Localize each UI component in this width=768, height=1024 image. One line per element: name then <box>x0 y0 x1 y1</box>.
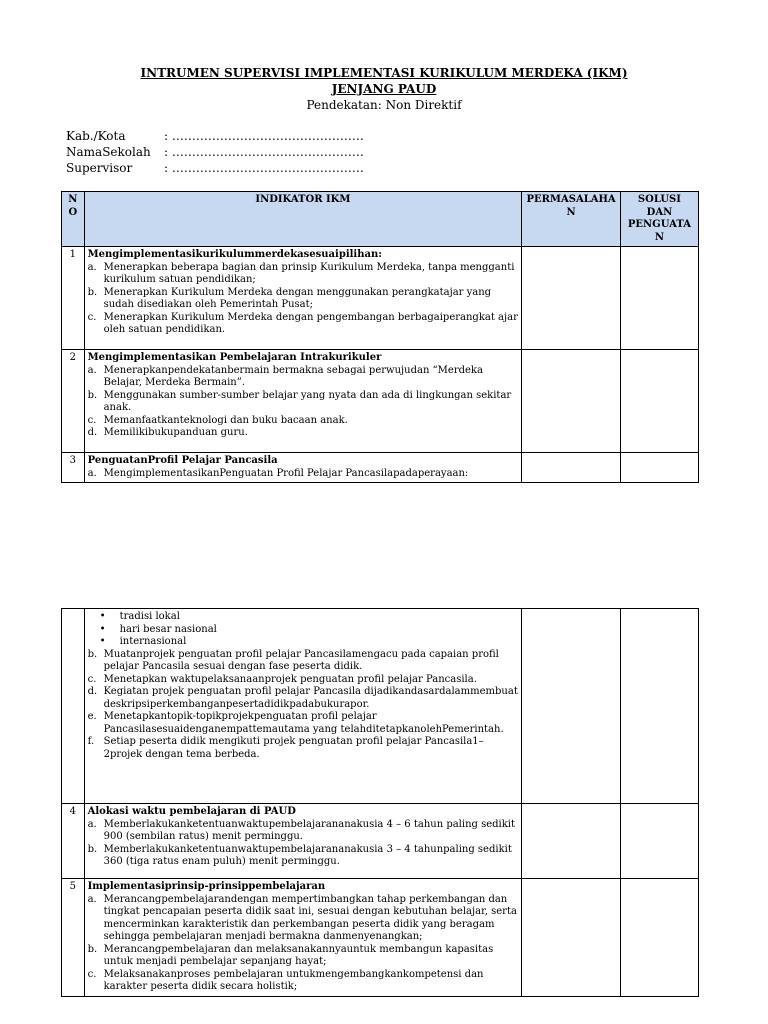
item-marker: d. <box>87 427 98 438</box>
indicator-heading: Implementasiprinsip-prinsippembelajaran <box>87 881 326 892</box>
item-marker: a. <box>87 364 97 376</box>
row-number: 3 <box>62 453 85 483</box>
table-header-row <box>62 192 699 247</box>
list-item <box>88 894 519 944</box>
indicator-list <box>88 468 519 481</box>
table-row <box>62 350 699 453</box>
list-item <box>88 674 519 687</box>
item-marker: b. <box>87 943 98 955</box>
row-number: 2 <box>62 350 85 453</box>
list-item <box>88 415 519 428</box>
list-item <box>88 365 519 390</box>
list-item <box>88 649 519 674</box>
indicator-list <box>88 894 519 994</box>
item-text: Merancangpembelajarandengan mempertimbangkan tahap perkembangan dan tingkat pencapaian peserta didik saat ini, sesuai dengan kebutuhan belajar, serta mencerminkan karakteristik dan perkembangan peserta didik yang beragam sehingga pembelajaran menjadi bermakna danmenyenangkan; <box>103 893 517 942</box>
supervision-table-part-2 <box>61 608 699 997</box>
approach-line: Pendekatan: Non Direktif <box>306 98 462 112</box>
item-text: MengimplementasikanPenguatan Profil Pelajar Pancasilapadaperayaan: <box>103 467 469 479</box>
bullet-item <box>100 624 519 637</box>
list-item <box>88 686 519 711</box>
item-text: Muatanprojek penguatan profil pelajar Pancasilamengacu pada capaian profil pelajar Pancasila sesuai dengan fase peserta didik. <box>103 648 499 672</box>
supervision-table-part-1 <box>61 191 699 483</box>
indicator-cell <box>84 609 522 804</box>
row-number: 4 <box>62 804 85 879</box>
bullet-item <box>100 636 519 649</box>
item-text: Setiap peserta didik mengikuti projek penguatan profil pelajar Pancasila1–2projek dengan tema berbeda. <box>103 736 484 760</box>
permasalahan-cell[interactable] <box>522 804 621 879</box>
item-marker: a. <box>87 818 97 830</box>
item-marker: f. <box>87 736 95 747</box>
permasalahan-cell[interactable] <box>522 879 621 997</box>
document-subtitle: JENJANG PAUD <box>331 82 437 96</box>
bullet-text: hari besar nasional <box>119 623 217 635</box>
item-text: Melaksanakanproses pembelajaran untukmengembangkankompetensi dan karakter peserta didik secara holistik; <box>103 968 484 992</box>
bullet-icon: • <box>99 636 106 647</box>
item-text: Memberlakukanketentuanwaktupembelajarananakusia 4 – 6 tahun paling sedikit 900 (sembilan ratus) menit perminggu. <box>103 818 516 842</box>
table-row <box>62 804 699 879</box>
bullet-icon: • <box>99 611 106 622</box>
meta-row-kota <box>66 128 364 144</box>
indicator-heading: Mengimplementasikurikulummerdekasesuaipilihan: <box>87 249 382 260</box>
item-marker: a. <box>87 261 97 273</box>
row-number: 5 <box>62 879 85 997</box>
list-item <box>88 969 519 994</box>
item-marker: c. <box>87 414 97 426</box>
permasalahan-cell[interactable] <box>522 247 621 350</box>
list-item <box>88 844 519 869</box>
header-indikator: INDIKATOR IKM <box>84 192 522 247</box>
item-text: Menerapkanpendekatanbermain bermakna sebagai perwujudan “Merdeka Belajar, Merdeka Bermain”. <box>103 364 483 388</box>
bullet-text: tradisi lokal <box>119 611 180 622</box>
meta-row-supervisor <box>66 160 364 176</box>
item-marker: e. <box>87 711 97 722</box>
meta-label: Supervisor <box>66 161 133 175</box>
meta-label: NamaSekolah <box>66 145 151 159</box>
table-row-continuation <box>62 609 699 804</box>
document-title: INTRUMEN SUPERVISI IMPLEMENTASI KURIKULUM MERDEKA (IKM) <box>140 66 628 80</box>
list-item <box>88 262 519 287</box>
solusi-cell[interactable] <box>620 350 698 453</box>
solusi-cell[interactable] <box>620 804 698 879</box>
list-item <box>88 819 519 844</box>
bullet-item <box>100 611 519 624</box>
table-row <box>62 879 699 997</box>
indicator-heading: Mengimplementasikan Pembelajaran Intrakurikuler <box>87 352 382 363</box>
item-marker: a. <box>87 467 97 479</box>
permasalahan-cell[interactable] <box>522 453 621 483</box>
item-marker: b. <box>87 286 98 298</box>
list-item <box>88 944 519 969</box>
item-text: Menerapkan beberapa bagian dan prinsip Kurikulum Merdeka, tanpa mengganti kurikulum satuan pendidikan; <box>103 261 515 285</box>
indicator-cell <box>84 247 522 350</box>
header-solusi: SOLUSI DAN PENGUATA N <box>620 192 698 247</box>
solusi-cell[interactable] <box>620 879 698 997</box>
table-row <box>62 453 699 483</box>
header-permasalahan: PERMASALAHA N <box>522 192 621 247</box>
item-text: Memilikibukupanduan guru. <box>103 427 248 438</box>
item-marker: b. <box>87 648 98 660</box>
list-item <box>88 711 519 736</box>
item-marker: b. <box>87 843 98 855</box>
item-text: Menggunakan sumber-sumber belajar yang nyata dan ada di lingkungan sekitar anak. <box>103 389 512 413</box>
item-text: Memanfaatkanteknologi dan buku bacaan anak. <box>103 414 348 426</box>
list-item <box>88 312 519 337</box>
indicator-list <box>88 262 519 337</box>
indicator-heading: PenguatanProfil Pelajar Pancasila <box>87 455 278 466</box>
list-item <box>88 468 519 481</box>
celebration-bullets <box>88 611 519 649</box>
list-item <box>88 390 519 415</box>
indicator-heading: Alokasi waktu pembelajaran di PAUD <box>87 806 296 817</box>
row-number <box>62 609 85 804</box>
item-text: Menetapkan waktupelaksanaanprojek penguatan profil pelajar Pancasila. <box>103 673 477 685</box>
permasalahan-cell[interactable] <box>522 609 621 804</box>
meta-value: : ………………………………………… <box>164 161 364 175</box>
item-text: Merancangpembelajaran dan melaksanakannyauntuk membangun kapasitas untuk menjadi pembelajar sepanjang hayat; <box>103 943 494 967</box>
item-marker: a. <box>87 893 97 905</box>
item-marker: c. <box>87 311 97 323</box>
item-text: Menerapkan Kurikulum Merdeka dengan pengembangan berbagaiperangkat ajar oleh satuan pendidikan. <box>103 311 518 335</box>
header-no: N O <box>62 192 85 247</box>
item-text: Menerapkan Kurikulum Merdeka dengan menggunakan perangkatajar yang sudah disediakan oleh Pemerintah Pusat; <box>103 286 492 310</box>
item-marker: d. <box>87 686 98 697</box>
row-number: 1 <box>62 247 85 350</box>
item-marker: c. <box>87 673 97 685</box>
indicator-cell <box>84 804 522 879</box>
list-item <box>88 287 519 312</box>
indicator-list <box>88 649 519 762</box>
indicator-list <box>88 819 519 869</box>
list-item <box>88 427 519 440</box>
item-text: Menetapkantopik-topikprojekpenguatan profil pelajar Pancasilasesuaidenganempattemautama yang telahditetapkanolehPemerintah. <box>103 711 504 735</box>
item-marker: b. <box>87 389 98 401</box>
solusi-cell[interactable] <box>620 247 698 350</box>
item-text: Kegiatan projek penguatan profil pelajar Pancasila dijadikandasardalammembuatdeskripsiperkembanganpesertadidikpadabukurapor. <box>103 686 518 710</box>
meta-block <box>66 128 364 176</box>
bullet-icon: • <box>99 623 106 635</box>
indicator-list <box>88 365 519 440</box>
item-marker: c. <box>87 968 97 980</box>
table-row <box>62 247 699 350</box>
indicator-cell <box>84 879 522 997</box>
item-text: Memberlakukanketentuanwaktupembelajarananakusia 3 – 4 tahunpaling sedikit 360 (tiga ratus enam puluh) menit perminggu. <box>103 843 512 867</box>
permasalahan-cell[interactable] <box>522 350 621 453</box>
bullet-text: internasional <box>119 636 187 647</box>
list-item <box>88 736 519 761</box>
meta-label: Kab./Kota <box>66 129 126 143</box>
solusi-cell[interactable] <box>620 453 698 483</box>
meta-value: : ………………………………………… <box>164 145 364 159</box>
indicator-cell <box>84 350 522 453</box>
indicator-cell <box>84 453 522 483</box>
meta-row-sekolah <box>66 144 364 160</box>
meta-value: : ………………………………………… <box>164 129 364 143</box>
solusi-cell[interactable] <box>620 609 698 804</box>
